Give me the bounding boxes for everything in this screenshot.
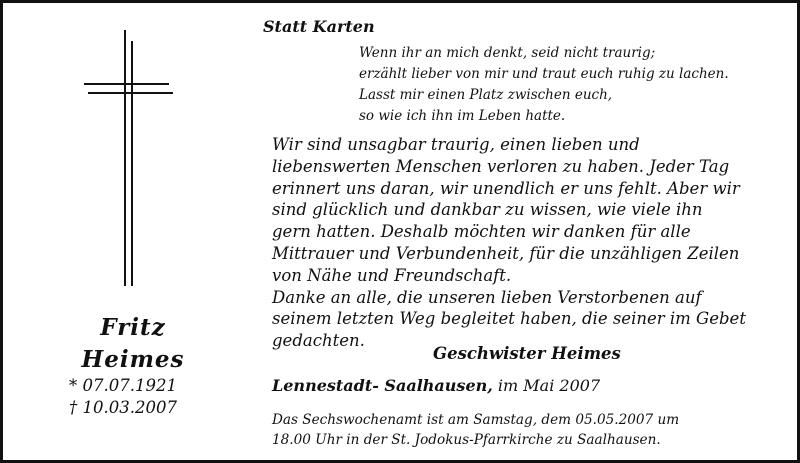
birth-date: * 07.07.1921 [69, 376, 177, 395]
place-and-date [272, 376, 600, 395]
notice-line: Das Sechswochenamt ist am Samstag, dem 05.05.2007 um [272, 412, 680, 428]
place-town: Lennestadt- Saalhausen, [272, 376, 493, 395]
deceased-last-name: Heimes [81, 346, 185, 373]
text-line: Mittrauer und Verbundenheit, für die unzähligen Zeilen [272, 243, 740, 263]
thank-you-text [272, 134, 746, 352]
text-line: seinem letzten Weg begleitet haben, die seiner im Gebet [272, 309, 746, 329]
text-line: von Nähe und Freundschaft. [272, 265, 512, 285]
text-line: liebenswerten Menschen verloren zu haben. Jeder Tag [272, 156, 730, 176]
poem-line: Wenn ihr an mich denkt, seid nicht traurig; [359, 45, 656, 61]
heading-statt-karten: Statt Karten [263, 17, 375, 36]
place-date: im Mai 2007 [497, 376, 601, 395]
poem-line: erzählt lieber von mir und traut euch ruhig zu lachen. [359, 66, 729, 82]
notice-line: 18.00 Uhr in der St. Jodokus-Pfarrkirche zu Saalhausen. [272, 431, 661, 448]
signature: Geschwister Heimes [433, 344, 621, 363]
poem-line: Lasst mir einen Platz zwischen euch, [359, 87, 613, 103]
memorial-notice [272, 411, 679, 450]
deceased-first-name: Fritz [100, 314, 166, 341]
text-line: gedachten. [272, 331, 365, 351]
cross-icon [3, 3, 263, 303]
text-line: gern hatten. Deshalb möchten wir danken für alle [272, 222, 691, 242]
poem [359, 43, 729, 127]
text-line: Wir sind unsagbar traurig, einen lieben und [272, 135, 640, 154]
text-line: Danke an alle, die unseren lieben Verstorbenen auf [272, 287, 702, 307]
poem-line: so wie ich ihn im Leben hatte. [359, 108, 566, 124]
death-date: † 10.03.2007 [69, 398, 177, 417]
text-line: erinnert uns daran, wir unendlich er uns fehlt. Aber wir [272, 178, 740, 198]
text-line: sind glücklich und dankbar zu wissen, wie viele ihn [272, 200, 703, 220]
